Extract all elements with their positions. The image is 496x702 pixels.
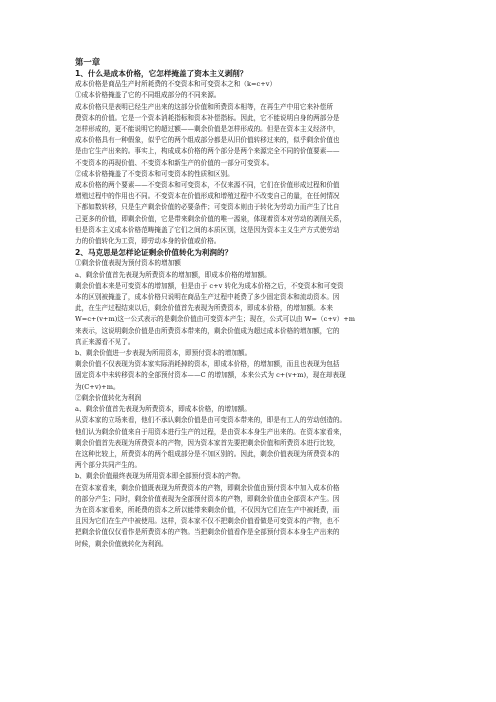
body-text-line: 时候，剩余价值就转化为利润。: [75, 539, 168, 548]
body-text-line: 来表示，这说明剩余价值是由所费资本带来的，剩余价值成为超过成本价格的增加额，它的: [75, 326, 340, 335]
body-text-line: 在这种比较上，所费资本的两个组成部分是不加区别的。因此，剩余价值表现为所费资本的: [75, 449, 340, 458]
body-text-line: 为在资本家看来，所耗费的资本之所以能带来剩余价值，不仅因为它们在生产中被耗费，而: [75, 505, 340, 514]
body-text-line: 在资本家看来，剩余价值既表现为所费资本的产物，即剩余价值由预付资本中加入成本价格: [75, 483, 340, 492]
chapter-title: 第一章: [75, 57, 101, 67]
body-text-line: 成本价格具有一种假象，似乎它的两个组成部分都是从旧价值转移过来的，似乎剩余价值也: [75, 136, 340, 145]
body-text-line: 固定资本中未转移资本的全部预付资本——C 的增加额，本来公式为 c+(v+m)，现在却表现: [75, 371, 346, 380]
question-heading: 1、什么是成本价格，它怎样掩盖了资本主义剥削？: [75, 69, 248, 78]
body-text-line: 但是资本主义成本价格范畴掩盖了它们之间的本质区别，这是因为资本主义生产方式使劳动: [75, 225, 340, 234]
body-text-line: b、剩余价值进一步表现为所用资本，即预付资本的增加额。: [75, 349, 252, 358]
body-text-line: 真正来源看不见了。: [75, 337, 135, 346]
body-text-line: 从资本家的立场来看，他们不承认剩余价值是由可变资本带来的，即是有工人的劳动创造的。: [75, 416, 347, 425]
body-text-line: 为(C+v)+m。: [75, 382, 120, 391]
body-text-line: 成本价格只是表明已经生产出来的这部分价值和所费资本相等，在再生产中用它来补偿所: [75, 102, 333, 111]
body-text-line: ②剩余价值转化为利润: [75, 393, 142, 402]
body-text-line: b、剩余价值最终表现为所用资本即全部预付资本的产物。: [75, 472, 245, 481]
body-text-line: W=c+(v+m)这一公式表示的是剩余价值由可变资本产生；现在，公式可以由 W=（c+v）+m: [75, 315, 356, 324]
document-page: [75, 57, 421, 550]
body-text-line: 剩余价值本来是可变资本的增加额，但是由于 c+v 转化为成本价格之后，不变资本和可变资: [75, 281, 344, 290]
body-text-line: 剩余价值不仅表现为资本家实际消耗掉的资本，即成本价格，的增加额，而且也表现为包括: [75, 360, 340, 369]
body-text-line: 怎样形成的，更不能说明它的超过额——剩余价值是怎样形成的。但是在资本主义经济中，: [75, 125, 340, 134]
body-text-line: 费资本的价值。它是一个资本消耗指标和资本补偿指标。因此，它不能说明自身的两部分是: [75, 113, 340, 122]
body-text-line: 此，在生产过程结束以后，剩余价值首先表现为所费资本，即成本价格，的增加额。本来: [75, 304, 333, 313]
body-text-line: 增殖过程中的作用也不同。不变资本在价值形成和增殖过程中不改变自己的量，在任何情况: [75, 192, 340, 201]
body-text-line: ②成本价格掩盖了不变资本和可变资本的性质和区别。: [75, 169, 234, 178]
body-text-line: a、剩余价值首先表现为所费资本，即成本价格，的增加额。: [75, 405, 251, 414]
body-text-line: 把剩余价值仅仅看作是所费资本的产物。当把剩余价值看作是全部预付资本本身生产出来的: [75, 528, 340, 537]
body-text-line: 的部分产生；同时，剩余价值表现为全部预付资本的产物，即剩余价值由全部资本产生。因: [75, 494, 340, 503]
body-text-line: 是由它生产出来的。事实上，构成成本价格的两个部分是两个来源完全不同的价值要素——: [75, 147, 340, 156]
body-text-line: 剩余价值首先表现为所费资本的产物，因为资本家首先要把剩余价值和所费资本进行比较，: [75, 438, 340, 447]
body-text-line: 且因为它们在生产中被使用。这样，资本家不仅不把剩余价值看做是可变资本的产物，也不: [75, 517, 340, 526]
body-text-line: a、剩余价值首先表现为所费资本的增加额，即成本价格的增加额。: [75, 270, 271, 279]
body-text-line: 下都如数转移，只是生产剩余价值的必要条件；可变资本则由于转化为劳动力而产生了比自: [75, 203, 340, 212]
body-text-line: 他们认为剩余价值来自于用资本进行生产的过程，是由资本本身生产出来的。在资本家看来，: [75, 427, 347, 436]
body-text-line: 成本价格的两个要素——不变资本和可变资本，不仅来源不同，它们在价值形成过程和价值: [75, 181, 340, 190]
body-text-line: 两个部分共同产生的。: [75, 461, 142, 470]
question-heading: 2、马克思是怎样论证剩余价值转化为利润的？: [75, 248, 233, 258]
body-text-line: 力的价值转化为工资，即劳动本身的价值或价格。: [75, 237, 221, 246]
body-text-line: 己更多的价值，即剩余价值，它是带来剩余价值的唯一源泉，体现着资本对劳动的剥削关系，: [75, 214, 347, 223]
body-text-line: 成本价格是商品生产时所耗费的不变资本和可变资本之和（k=c+v）: [75, 80, 277, 89]
body-text-line: 不变资本的再现价值、不变资本和新生产的价值的一部分可变资本。: [75, 158, 274, 167]
body-text-line: 本的区别被掩盖了，成本价格只说明在商品生产过程中耗费了多少固定资本和流动资本。因: [75, 293, 340, 302]
document-body: [75, 68, 421, 550]
body-text-line: ①成本价格掩盖了它的不同组成部分的不同来源。: [75, 91, 221, 100]
body-text-line: ①剩余价值表现为预付资本的增加额: [75, 259, 181, 268]
